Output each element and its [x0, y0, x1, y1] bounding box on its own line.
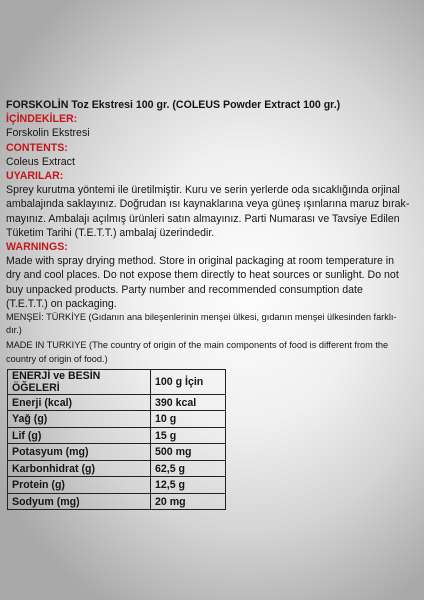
nutrient-value: 12,5 g: [151, 477, 226, 494]
contents-value: Coleus Extract: [6, 155, 75, 168]
warnings-line: (T.E.T.T.) on packaging.: [6, 297, 117, 310]
nutrition-table: [7, 369, 226, 511]
nutrient-value: 15 g: [151, 427, 226, 444]
table-row: [8, 493, 226, 510]
uyarilar-heading: UYARILAR:: [6, 170, 64, 183]
nutrient-name: Yağ (g): [8, 411, 151, 428]
made-in-line: MADE IN TURKIYE (The country of origin of the main components of food is different from the: [6, 340, 389, 351]
uyarilar-line: ambalajında saklayınız. Doğrudan ısı kaynaklarına veya güneş ışınlarına maruz bırak-: [6, 198, 410, 211]
table-row: [8, 477, 226, 494]
uyarilar-line: Sprey kurutma yöntemi ile üretilmiştir. Kuru ve serin yerlerde oda sıcaklığında orjinal: [6, 184, 400, 197]
warnings-heading: WARNINGS:: [6, 241, 68, 254]
nutrient-name: Protein (g): [8, 477, 151, 494]
table-row: [8, 394, 226, 411]
warnings-line: dry and cool places. Do not expose them directly to heat sources or sunlight. Do not: [6, 269, 399, 282]
product-title: FORSKOLİN Toz Ekstresi 100 gr. (COLEUS Powder Extract 100 gr.): [6, 99, 341, 111]
label-document: [6, 98, 418, 510]
table-row: [8, 444, 226, 461]
nutrition-header-name: ENERJİ ve BESİN ÖĞELERİ: [8, 369, 151, 394]
uyarilar-line: mayınız. Ambalajı açılmış ürünleri satın almayınız. Parti Numarası ve Tavsiye Edilen: [6, 212, 400, 225]
nutrient-name: Sodyum (mg): [8, 493, 151, 510]
mensei-line-2: dır.): [6, 325, 22, 336]
nutrient-value: 62,5 g: [151, 460, 226, 477]
table-row: [8, 427, 226, 444]
nutrient-name: Lif (g): [8, 427, 151, 444]
contents-heading: CONTENTS:: [6, 141, 68, 154]
table-row: [8, 460, 226, 477]
warnings-text: [6, 254, 418, 311]
icindekiler-value: Forskolin Ekstresi: [6, 127, 90, 140]
nutrient-value: 10 g: [151, 411, 226, 428]
nutrient-value: 390 kcal: [151, 394, 226, 411]
icindekiler-heading: İÇİNDEKİLER:: [6, 113, 78, 126]
nutrition-header-row: [8, 369, 226, 394]
nutrient-value: 500 mg: [151, 444, 226, 461]
nutrient-value: 20 mg: [151, 493, 226, 510]
nutrient-name: Karbonhidrat (g): [8, 460, 151, 477]
warnings-line: buy unpacked products. Party number and recommended consumption date: [6, 283, 363, 296]
warnings-line: Made with spray drying method. Store in original packaging at room temperature in: [6, 255, 395, 268]
uyarilar-text: [6, 183, 418, 240]
made-in-line-2: country of origin of food.): [6, 353, 108, 364]
table-row: [8, 411, 226, 428]
uyarilar-line: Tüketim Tarihi (T.E.T.T.) ambalaj üzerindedir.: [6, 226, 215, 239]
nutrient-name: Potasyum (mg): [8, 444, 151, 461]
nutrient-name: Enerji (kcal): [8, 394, 151, 411]
mensei-line: MENŞEİ: TÜRKİYE (Gıdanın ana bileşenlerinin menşei ülkesi, gıdanın menşei ülkesinden farklı-: [6, 312, 397, 323]
nutrition-header-value: 100 g İçin: [151, 369, 226, 394]
